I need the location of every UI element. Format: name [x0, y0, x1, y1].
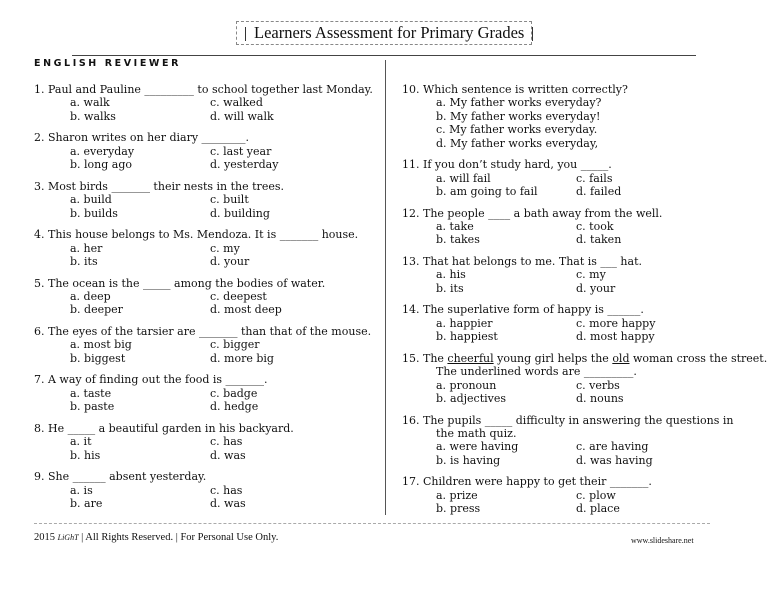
option-a: a. will fail [436, 171, 491, 185]
option-c: c. has [210, 483, 243, 497]
option-c: c. my [576, 268, 606, 282]
question-4 [34, 228, 379, 268]
option-a: a. My father works everyday? [436, 96, 602, 110]
section-label: ENGLISH REVIEWER [34, 58, 181, 69]
question-7 [34, 373, 379, 413]
option-c: c. deepest [210, 290, 267, 304]
question-stem: 7. A way of finding out the food is _______. [34, 373, 268, 387]
question-6 [34, 325, 379, 365]
question-stem: 5. The ocean is the _____ among the bodies of water. [34, 276, 326, 290]
option-c: c. more happy [576, 316, 656, 330]
option-a: a. everyday [70, 144, 135, 158]
question-stem: 2. Sharon writes on her diary ________. [34, 131, 250, 145]
option-c: c. bigger [210, 338, 260, 352]
question-5 [34, 277, 379, 317]
option-b: b. are [70, 497, 103, 511]
question-stem: 8. He _____ a beautiful garden in his backyard. [34, 421, 294, 435]
option-a: a. deep [70, 290, 111, 304]
question-stem-continued: The underlined words are _________. [436, 365, 637, 379]
question-stem: 3. Most birds _______ their nests in the trees. [34, 179, 284, 193]
question-3 [34, 180, 379, 220]
option-b: b. takes [436, 233, 480, 247]
option-a: a. walk [70, 96, 110, 110]
footer-year: 2015 [34, 532, 55, 543]
option-d: d. most deep [210, 303, 282, 317]
question-stem: 14. The superlative form of happy is ______. [402, 303, 644, 317]
option-b: b. paste [70, 400, 115, 414]
option-a: a. happier [436, 316, 493, 330]
option-b: b. press [436, 502, 481, 516]
question-16 [402, 414, 757, 468]
option-d: d. yesterday [210, 158, 279, 172]
option-d: d. failed [576, 185, 622, 199]
option-c: c. last year [210, 144, 272, 158]
stem-part: young girl helps the [493, 351, 613, 365]
footer-rights: | All Rights Reserved. | For Personal Use Only. [81, 532, 279, 543]
option-a: a. his [436, 268, 466, 282]
title-box [236, 21, 532, 45]
question-15 [402, 351, 768, 406]
option-a: a. build [70, 193, 112, 207]
question-stem: 10. Which sentence is written correctly? [402, 83, 628, 96]
question-stem-continued: the math quiz. [436, 427, 517, 441]
option-c: c. fails [576, 171, 613, 185]
header-rule [72, 55, 696, 56]
question-9 [34, 470, 379, 510]
option-b: b. My father works everyday! [436, 109, 601, 123]
option-a: a. pronoun [436, 378, 497, 392]
stem-part: woman cross the street. [629, 351, 768, 365]
stem-part: 15. The [402, 351, 448, 365]
option-a: a. taste [70, 386, 112, 400]
question-13 [402, 255, 757, 295]
option-c: c. has [210, 435, 243, 449]
option-c: c. plow [576, 488, 616, 502]
question-1 [34, 83, 379, 123]
question-stem: 17. Children were happy to get their _______. [402, 475, 652, 489]
option-c: c. my [210, 241, 240, 255]
question-stem [402, 351, 768, 365]
option-a: a. it [70, 435, 92, 449]
question-stem: 12. The people ____ a bath away from the well. [402, 206, 663, 220]
question-stem: 13. That hat belongs to me. That is ___ hat. [402, 255, 642, 269]
option-a: a. most big [70, 338, 132, 352]
option-b: b. long ago [70, 158, 133, 172]
option-b: b. adjectives [436, 392, 507, 406]
option-a: a. were having [436, 440, 519, 454]
option-b: b. happiest [436, 330, 498, 344]
option-a: a. prize [436, 488, 478, 502]
question-17 [402, 475, 757, 515]
question-10 [402, 83, 757, 150]
option-c: c. My father works everyday. [436, 123, 598, 137]
question-stem: 4. This house belongs to Ms. Mendoza. It is _______ house. [34, 228, 359, 242]
title-bar-right [532, 27, 533, 41]
left-column [34, 83, 379, 519]
option-a: a. her [70, 241, 103, 255]
option-d: d. more big [210, 351, 274, 365]
question-12 [402, 207, 757, 247]
option-b: b. is having [436, 453, 501, 467]
question-11 [402, 158, 757, 198]
option-c: c. are having [576, 440, 649, 454]
right-column [402, 83, 768, 524]
column-divider [385, 60, 386, 515]
option-a: a. take [436, 220, 474, 234]
option-d: d. was [210, 497, 246, 511]
option-c: c. walked [210, 96, 263, 110]
option-d: d. My father works everyday, [436, 136, 599, 150]
footer-rule [34, 523, 710, 524]
option-b: b. builds [70, 206, 118, 220]
underlined-word: cheerful [447, 351, 494, 365]
option-c: c. built [210, 193, 249, 207]
question-8 [34, 422, 379, 462]
underlined-word: old [612, 351, 630, 365]
option-d: d. your [576, 281, 616, 295]
title-bar-left [245, 27, 246, 41]
option-d: d. taken [576, 233, 622, 247]
option-c: c. verbs [576, 378, 620, 392]
option-b: b. its [70, 255, 98, 269]
question-stem: 16. The pupils _____ difficulty in answering the questions in [402, 413, 734, 427]
option-b: b. biggest [70, 351, 126, 365]
option-d: d. hedge [210, 400, 259, 414]
footer-site-link[interactable]: www.slideshare.net [631, 536, 694, 545]
option-d: d. your [210, 255, 250, 269]
option-d: d. was having [576, 453, 653, 467]
question-stem: 9. She ______ absent yesterday. [34, 470, 207, 484]
question-stem: 6. The eyes of the tarsier are _______ than that of the mouse. [34, 325, 372, 339]
option-c: c. took [576, 220, 614, 234]
option-a: a. is [70, 483, 93, 497]
footer-brand: LiGhT [57, 533, 79, 542]
option-d: d. building [210, 206, 270, 220]
option-d: d. most happy [576, 330, 655, 344]
page-title: Learners Assessment for Primary Grades [254, 23, 525, 42]
option-d: d. place [576, 502, 620, 516]
question-14 [402, 303, 757, 343]
option-b: b. his [70, 448, 101, 462]
question-stem: 11. If you don’t study hard, you _____. [402, 158, 612, 172]
option-b: b. deeper [70, 303, 123, 317]
question-2 [34, 131, 379, 171]
option-b: b. walks [70, 109, 116, 123]
option-b: b. am going to fail [436, 185, 538, 199]
option-c: c. badge [210, 386, 258, 400]
footer [34, 532, 278, 543]
option-d: d. will walk [210, 109, 274, 123]
option-d: d. was [210, 448, 246, 462]
option-d: d. nouns [576, 392, 624, 406]
question-stem: 1. Paul and Pauline _________ to school together last Monday. [34, 83, 373, 96]
option-b: b. its [436, 281, 464, 295]
